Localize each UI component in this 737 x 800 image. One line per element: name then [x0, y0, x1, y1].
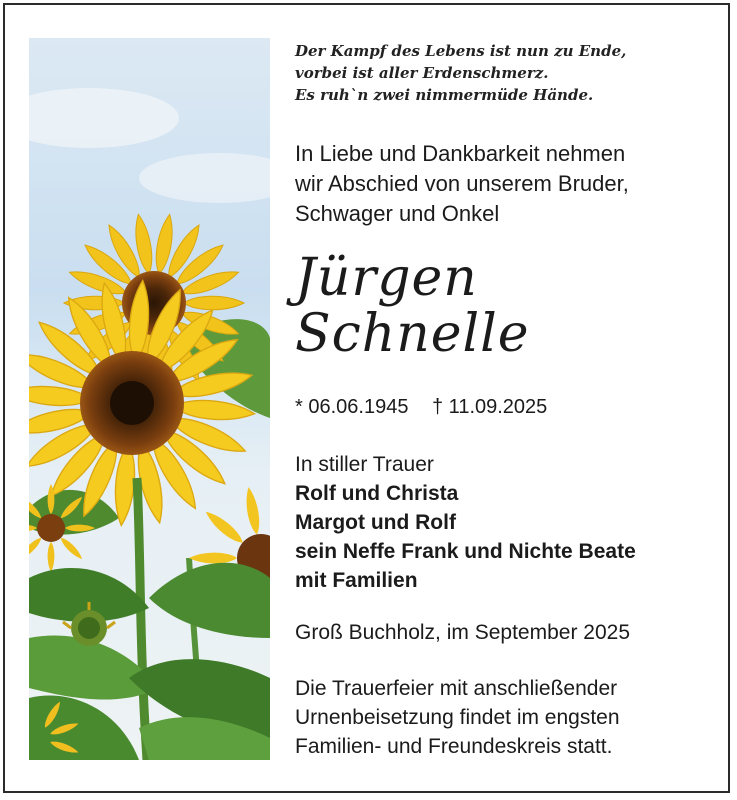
intro-line: In Liebe und Dankbarkeit nehmen — [295, 141, 626, 166]
poem-line: vorbei ist aller Erdenschmerz. — [295, 64, 549, 82]
notice-line: Familien- und Freundeskreis statt. — [295, 735, 613, 758]
poem-line: Der Kampf des Lebens ist nun zu Ende, — [295, 42, 627, 60]
place-and-date: Groß Buchholz, im September 2025 — [295, 621, 630, 644]
life-dates — [295, 394, 715, 420]
death-date: † 11.09.2025 — [432, 396, 548, 418]
mourner-line: mit Familien — [295, 569, 418, 592]
intro-line: Schwager und Onkel — [295, 201, 500, 226]
birth-date: * 06.06.1945 — [295, 396, 409, 418]
intro-line: wir Abschied von unserem Bruder, — [295, 171, 629, 196]
first-name: Jürgen — [295, 248, 478, 308]
funeral-notice — [295, 674, 715, 761]
notice-line: Die Trauerfeier mit anschließender — [295, 677, 618, 700]
intro-text — [295, 139, 715, 229]
notice-line: Urnenbeisetzung findet im engsten — [295, 706, 620, 729]
mourners-heading: In stiller Trauer — [295, 453, 434, 476]
memorial-poem — [295, 40, 715, 106]
poem-line: Es ruh`n zwei nimmermüde Hände. — [295, 86, 594, 104]
mourner-line: Margot und Rolf — [295, 511, 456, 534]
mourners-block — [295, 450, 715, 595]
deceased-name — [295, 250, 715, 362]
mourner-line: Rolf und Christa — [295, 482, 459, 505]
sunflower-image — [29, 38, 270, 760]
mourner-line: sein Neffe Frank und Nichte Beate — [295, 540, 636, 563]
last-name: Schnelle — [295, 304, 530, 364]
